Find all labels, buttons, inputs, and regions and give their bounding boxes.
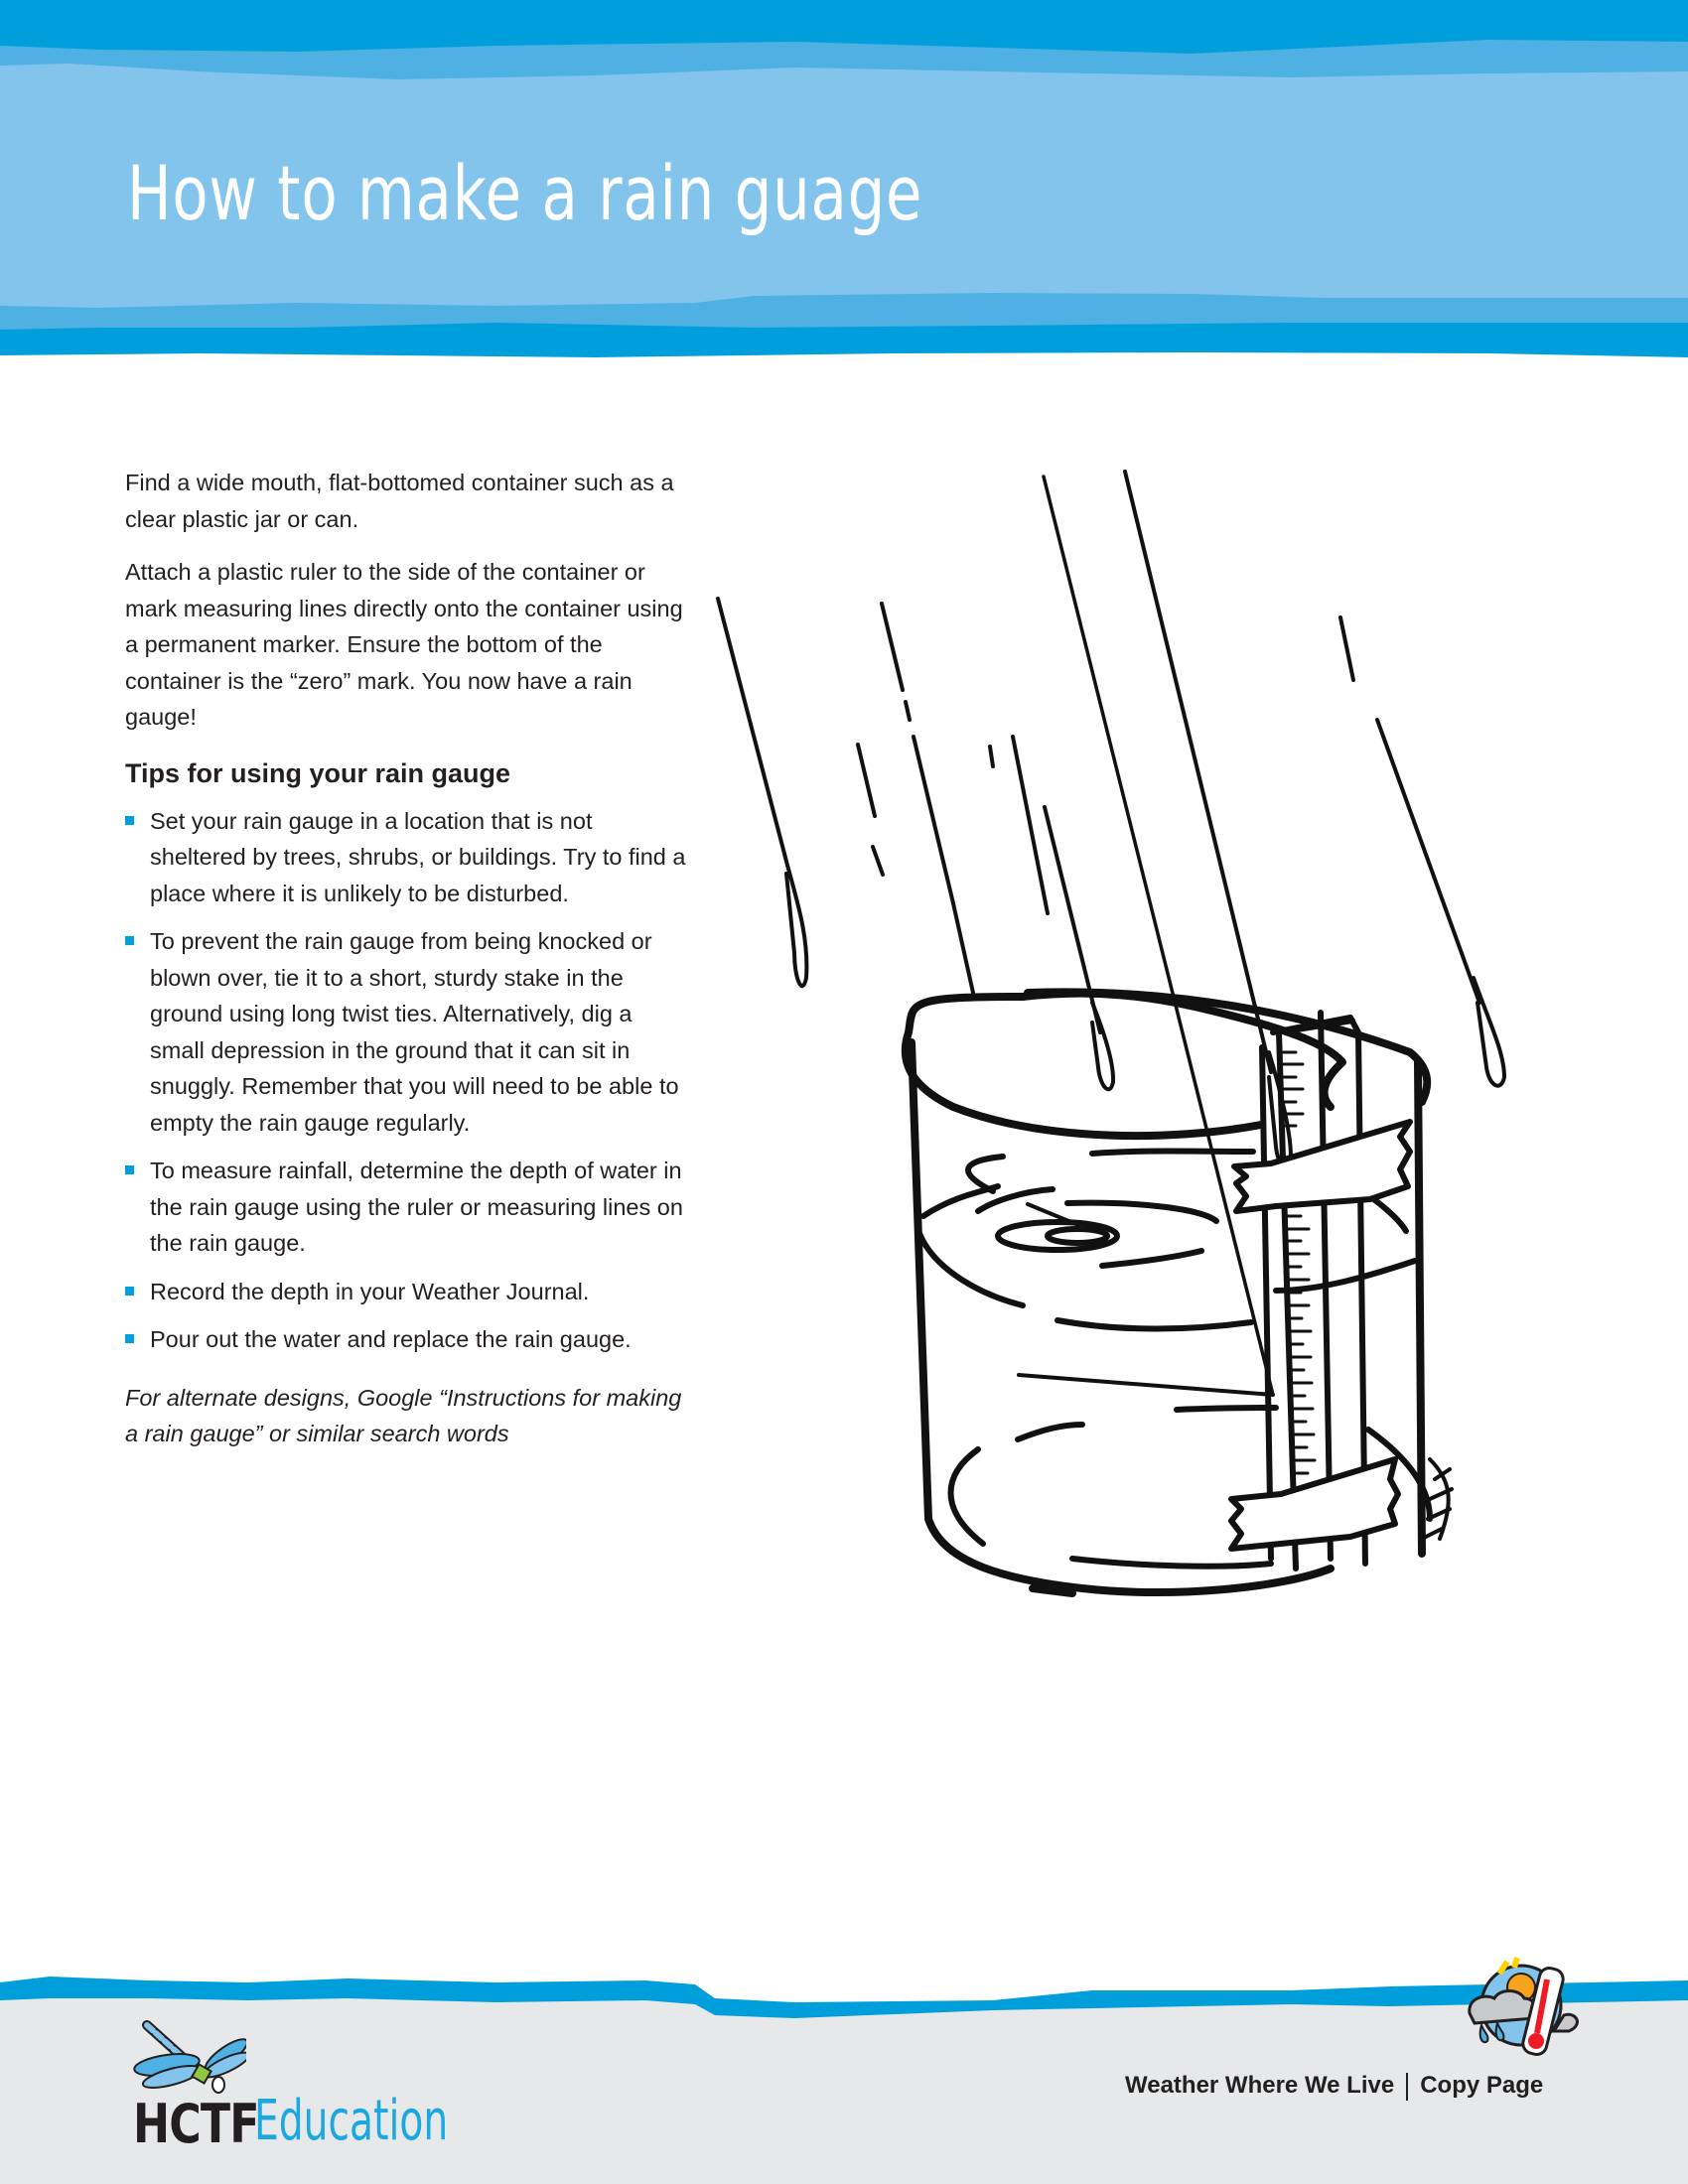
square-bullet-icon — [125, 816, 134, 825]
intro-paragraph-2: Attach a plastic ruler to the side of the container or mark measuring lines directly onto the container using a permanent marker. Ensure the bottom of the container is the “zero” mark. You now have a rain gauge! — [125, 559, 683, 730]
tip-item — [125, 923, 691, 1141]
tip-text: Record the depth in your Weather Journal. — [150, 1278, 590, 1304]
square-bullet-icon — [125, 936, 134, 945]
tip-item — [125, 1153, 691, 1262]
square-bullet-icon — [125, 1165, 134, 1174]
separator — [1406, 2073, 1408, 2101]
square-bullet-icon — [125, 1334, 134, 1343]
logo-text-education: Education — [254, 2089, 449, 2153]
weather-thermometer-icon — [1460, 1954, 1589, 2063]
tip-item — [125, 1274, 691, 1310]
intro-paragraph-1: Find a wide mouth, flat-bottomed container such as a clear plastic jar or can. — [125, 470, 674, 532]
hctf-education-logo — [127, 2015, 455, 2164]
tip-text: To prevent the rain gauge from being knocked or blown over, tie it to a short, sturdy stake in the ground using long twist ties. Alternatively, dig a small depression in the ground that it can sit in snuggly. Remember that you will need to be able to empty the rain gauge regularly. — [150, 928, 679, 1136]
footer-series-label — [1125, 2072, 1543, 2101]
rain-gauge-illustration — [695, 457, 1589, 1598]
series-name: Weather Where We Live — [1125, 2072, 1395, 2099]
header-banner — [0, 0, 1688, 367]
page-title: How to make a rain guage — [127, 149, 923, 237]
instructions-column — [125, 465, 691, 1469]
tips-list — [125, 803, 691, 1358]
page-type: Copy Page — [1420, 2072, 1544, 2099]
tip-text: Pour out the water and replace the rain gauge. — [150, 1326, 632, 1352]
dragonfly-icon — [127, 2015, 246, 2095]
tip-item — [125, 1321, 691, 1358]
rain-streaks — [718, 472, 1504, 1395]
tip-text: Set your rain gauge in a location that is not sheltered by trees, shrubs, or buildings. Try to find a place where it is unlikely to be disturbed. — [150, 807, 686, 906]
logo-text-hctf: HCTF — [133, 2093, 259, 2155]
square-bullet-icon — [125, 1287, 134, 1296]
tip-text: To measure rainfall, determine the depth of water in the rain gauge using the ruler or measuring lines on the rain gauge. — [150, 1158, 683, 1256]
tip-item — [125, 803, 691, 912]
tips-heading: Tips for using your rain gauge — [125, 757, 511, 788]
alternate-designs-note: For alternate designs, Google “Instructions for making a rain gauge” or similar search words — [125, 1384, 682, 1446]
